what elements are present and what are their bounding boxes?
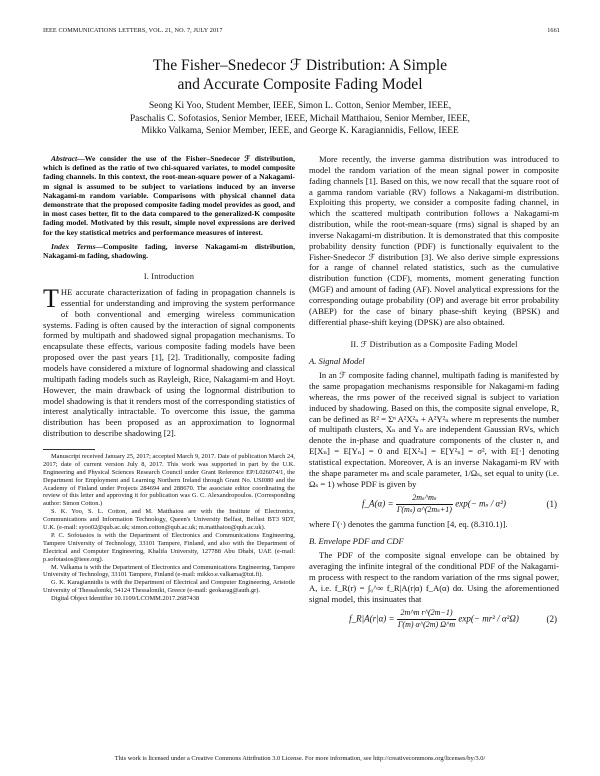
title-line-2: and Accurate Composite Fading Model — [177, 76, 423, 93]
footnote-rule — [43, 449, 95, 450]
subsection-heading-envelope: B. Envelope PDF and CDF — [309, 536, 404, 547]
index-terms-text: Composite fading, inverse Nakagami-m distribution, Nakagami-m fading, shadowing. — [43, 241, 295, 261]
equation-1-number: (1) — [546, 499, 557, 510]
footnote-affiliation-sofotasios: P. C. Sofotasios is with the Department of Electronics and Communications Engineering, Tampere University of Technology, 33101 Tampere, Finland, and also with the Department of Electrical and Computer Engineering, Khalifa University, 127788 Abu Dhabi, UAE (e-mail: p.sofotasios@ieee.org). — [43, 531, 295, 563]
equation-2-body — [349, 608, 519, 631]
equation-2-number: (2) — [546, 614, 557, 625]
footnote-affiliation-qub: S. K. Yoo, S. L. Cotton, and M. Matthaiou are with the Institute of Electronics, Communications and Information Technology, Queen's University Belfast, Belfast BT3 9DT, U.K. (e-mail: syoo02@qub.ac.uk; simon.cotton@qub.ac.uk; m.matthaiou@qub.ac.uk). — [43, 508, 295, 532]
footnote-doi: Digital Object Identifier 10.1109/LCOMM.2017.2687438 — [51, 595, 200, 603]
footnote-manuscript: Manuscript received January 25, 2017; accepted March 9, 2017. Date of publication March 24, 2017; date of current version July 8, 2017. This work was supported in part by the U.K. Engineering and Physical Sciences Research Council under Grant Reference EP/L026074/1, the Department for Employment and Learning Northern Ireland through Grant No. USI080 and the Academy of Finland under Projects 284694 and 288670. The associate editor coordinating the review of this letter and approving it for publication was G. C. Alexandropoulos. (Corresponding author: Simon Cotton.) — [43, 452, 295, 508]
running-header: IEEE COMMUNICATIONS LETTERS, VOL. 21, NO. 7, JULY 2017 — [43, 27, 223, 34]
author-line-3: Mikko Valkama, Senior Member, IEEE, and George K. Karagiannidis, Fellow, IEEE — [141, 126, 459, 137]
equation-2 — [309, 606, 559, 632]
author-line-2: Paschalis C. Sofotasios, Senior Member, IEEE, Michail Matthaiou, Senior Member, IEEE, — [129, 113, 471, 124]
introduction-paragraph — [43, 284, 295, 439]
license-note: This work is licensed under a Creative Commons Attribution 3.0 License. For more information, see http://creativecommons.org/licenses/by/3.0/ — [114, 755, 486, 762]
section-heading-composite-model: II. ℱ Distribution as a Composite Fading Model — [350, 339, 518, 349]
equation-2-fraction — [397, 608, 456, 631]
index-terms-label: Index Terms— — [51, 241, 104, 251]
right-column — [309, 154, 559, 634]
equation-1-denominator: Γ(mₛ) α^(2mₛ+1) — [396, 505, 452, 515]
author-line-1: Seong Ki Yoo, Student Member, IEEE, Simon L. Cotton, Senior Member, IEEE, — [148, 101, 452, 111]
title-line-1: The Fisher–Snedecor ℱ Distribution: A Simple — [152, 57, 448, 74]
equation-1-numerator: 2mₛ^mₛ — [396, 493, 453, 505]
equation-1-exp: exp(− mₛ / α²) — [455, 498, 506, 509]
equation-2-denominator: Γ(m) α^(2m) Ω^m — [397, 620, 456, 630]
equation-2-exp: exp(− mr² / α²Ω) — [458, 613, 519, 624]
drop-cap: T — [43, 284, 59, 314]
abstract — [43, 154, 295, 237]
section-heading-introduction: I. Introduction — [143, 272, 195, 282]
abstract-text: We consider the use of the Fisher–Snedecor ℱ distribution, which is defined as the ratio of two chi-squared variates, to model composite fading channels. In this context, the root-mean-square power of a Nakagami-m signal is assumed to be subject to variations induced by an inverse Nakagami-m random variable. Comparisons with physical channel data demonstrate that the proposed composite fading model provides as good, and in most cases better, fit to the data compared to the generalized-K composite fading model. Motivated by this result, simple novel expressions are derived for the key statistical metrics and performance measures of interest. — [43, 154, 295, 237]
abstract-label: Abstract— — [51, 154, 85, 163]
page-number: 1661 — [547, 27, 560, 34]
intro-continued-paragraph: More recently, the inverse gamma distribution was introduced to model the random variation of the mean signal power in composite fading channels [1]. Based on this, we now recall that the square root of a gamma random variable (RV) follows a Nakagami-m distribution. Exploiting this property, we consider a composite fading channel, in which the scattered multipath contribution follows a Nakagami-m distribution, while the root-mean-square (rms) signal is shaped by an inverse Nakagami-m distribution. It is demonstrated that this composite probability density function (PDF) is functionally equivalent to the Fisher-Snedecor ℱ distribution [3]. We also derive simple expressions for a range of channel related statistics, such as the cumulative distribution function (CDF), moments, moment generating function (MGF) and amount of fading (AF). Novel analytical expressions for the corresponding outage probability (OP) and average bit error probability (ABEP) for the case of binary phase-shift keying (BPSK) and differential phase-shift keying (DPSK) are also obtained. — [309, 154, 559, 327]
equation-1-lhs: f_A(α) = — [362, 498, 394, 509]
introduction-text: HE accurate characterization of fading in propagation channels is essential for understanding and improving the system performance of both conventional and emerging wireless communication systems. Fading is often caused by the interaction of signal components formed by multipath and shadowed signal propagation mechanisms. To encapsulate these effects, various composite fading models have been proposed over the past years [1], [2]. Traditionally, composite fading models have considered a mixture of lognormal shadowing and classical multipath fading models such as Rayleigh, Rice, Nakagami-m and Hoyt. However, the main drawback of using the lognormal distribution to model shadowing is that it renders most of the corresponding statistics of interest analytically intractable. To overcome this issue, the gamma distribution has been proposed as an approximation to lognormal distribution to describe shadowing [2]. — [43, 287, 295, 439]
equation-2-lhs: f_R|A(r|α) = — [349, 613, 395, 624]
equation-1-fraction — [396, 493, 453, 516]
paper-title — [60, 56, 540, 94]
equation-1 — [309, 491, 559, 517]
footnote-affiliation-karagiannidis: G. K. Karagiannidis is with the Department of Electrical and Computer Engineering, Aristotle University of Thessaloniki, 54124 Thessaloniki, Greece (e-mail: geokarag@auth.gr). — [43, 579, 295, 595]
equation-1-body — [362, 493, 506, 516]
envelope-paragraph: The PDF of the composite signal envelope can be obtained by averaging the infinite integral of the conditional PDF of the Nakagami-m process with respect to the random variation of the rms signal power, A, i.e. f_R(r) = ∫₀^∞ f_R|A(r|α) f_A(α) dα. Using the aforementioned signal model, this insinuates that — [309, 550, 559, 604]
footnote-affiliation-valkama: M. Valkama is with the Department of Electronics and Communications Engineering, Tampere University of Technology, 33101 Tampere, Finland (e-mail: mikko.e.valkama@tut.fi). — [43, 563, 295, 579]
index-terms — [43, 242, 295, 260]
subsection-heading-signal-model: A. Signal Model — [309, 356, 365, 367]
author-list — [40, 100, 560, 138]
left-column — [43, 154, 295, 603]
equation-2-numerator: 2m^m r^(2m−1) — [397, 608, 456, 620]
gamma-function-note: where Γ(·) denotes the gamma function [4, eq. (8.310.1)]. — [309, 519, 508, 530]
signal-model-paragraph: In an ℱ composite fading channel, multipath fading is manifested by the same propagation mechanisms responsible for Nakagami-m fading whereas, the rms power of the received signal is subject to variation induced by shadowing. Based on this, the composite signal envelope, R, can be defined as R² = Σⁿ A²X²ₙ + A²Y²ₙ where m represents the number of multipath clusters, Xₙ and Yₙ are independent Gaussian RVs, which denote the in-phase and quadrature components of the cluster n, and E[Xₙ] = E[Yₙ] = 0 and E[X²ₙ] = E[Y²ₙ] = σ², with E[·] denoting statistical expectation. Moreover, A is an inverse Nakagami-m RV with the shape parameter mₛ and scale parameter, 1/Ωₛ, set equal to unity (i.e. Ωₛ = 1) whose PDF is given by — [309, 370, 559, 489]
footnotes — [43, 449, 295, 603]
